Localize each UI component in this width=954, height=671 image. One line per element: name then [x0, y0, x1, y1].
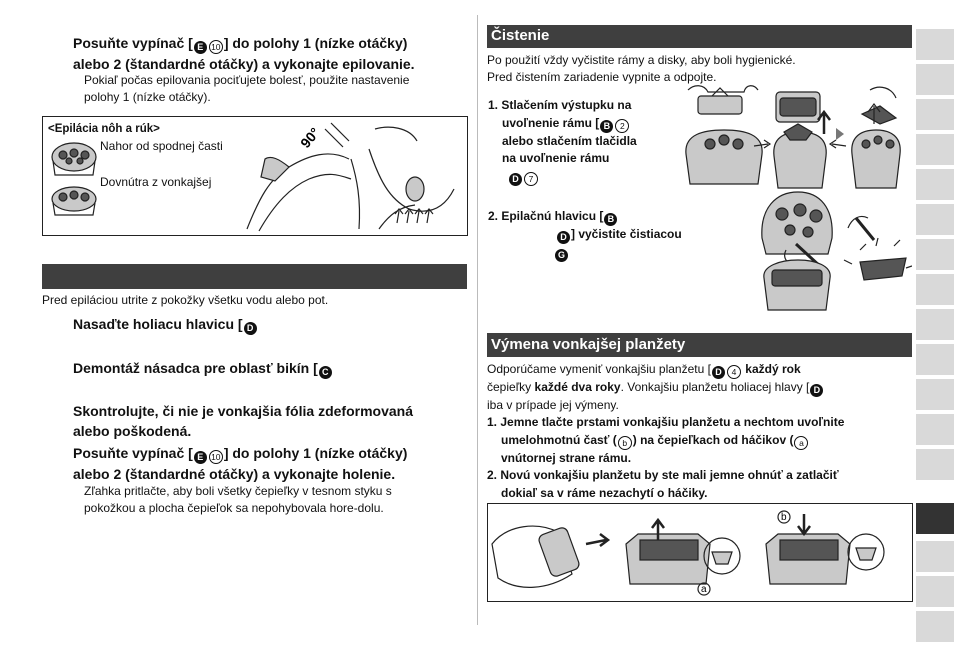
label-upward: Nahor od spodnej časti [100, 139, 223, 153]
replace-foil-heading: Výmena vonkajšej planžety [487, 333, 912, 357]
step-text: vnútornej strane rámu. [501, 450, 632, 465]
cleaning-intro [487, 52, 907, 86]
ref-badge-b: B [604, 213, 617, 226]
step-text: alebo stlačením tlačidla [502, 133, 637, 148]
step-text: Skontrolujte, či nie je vonkajšia fólia zdeformovaná [73, 403, 413, 419]
cleaning-step-1 [488, 97, 637, 186]
cleaning-heading: Čistenie [487, 25, 912, 48]
section-tab[interactable] [916, 169, 954, 200]
foil-replace-illustration-box [487, 503, 913, 602]
section-tab[interactable] [916, 611, 954, 642]
ref-badge-d: D [509, 173, 522, 186]
section-tab[interactable] [916, 379, 954, 410]
intro-line: Pred čistením zariadenie vypnite a odpojte. [487, 70, 717, 84]
ref-number: 7 [524, 172, 538, 186]
ref-number: 4 [727, 365, 741, 379]
step-text: ] do polohy 1 (nízke otáčky) [223, 445, 408, 461]
column-divider [477, 15, 478, 625]
note-line: Pokiaľ počas epilovania pociťujete bolesť, použite nastavenie [84, 73, 410, 87]
step-switch-shave [73, 443, 463, 484]
step-text: na uvoľnenie rámu [502, 151, 610, 165]
step-text: alebo 2 (štandardné otáčky) a vykonajte holenie. [73, 466, 396, 482]
intro-text: čepieľky [487, 380, 535, 394]
intro-text: Odporúčame vymeniť vonkajšiu planžetu [ [487, 362, 711, 376]
section-tab[interactable] [916, 576, 954, 607]
section-header-bar [42, 264, 467, 289]
step-text: ] vyčistite čistiacou [571, 227, 682, 241]
ref-badge-d: D [557, 231, 570, 244]
ref-badge-d: D [244, 322, 257, 335]
leg-arm-illustration [239, 119, 465, 233]
ref-badge-c: C [319, 366, 332, 379]
note-line: Zľahka pritlačte, aby boli všetky čepieľky v tesnom styku s [84, 484, 392, 498]
emphasis-text: každý rok [745, 362, 801, 376]
brush-cleaning-illustration [756, 188, 912, 316]
callout-b-label: b [781, 512, 787, 523]
intro-text: iba v prípade jej výmeny. [487, 398, 619, 412]
section-tab[interactable] [916, 204, 954, 235]
section-tab-active[interactable] [916, 503, 954, 534]
frame-release-illustration [684, 84, 914, 194]
replace-foil-intro [487, 361, 912, 414]
ref-badge-d: D [810, 384, 823, 397]
ref-number: 10 [209, 40, 223, 54]
intro-line: Po použití vždy vyčistite rámy a disky, aby boli hygienické. [487, 53, 796, 67]
step-text: Demontáž násadca pre oblasť bikín [ [73, 360, 318, 376]
step-text: alebo 2 (štandardné otáčky) a vykonajte epilovanie. [73, 56, 415, 72]
step-switch-epilate [73, 33, 463, 74]
ref-badge-g: G [555, 249, 568, 262]
angle-label: 90° [297, 124, 323, 151]
step-text: 2. Novú vonkajšiu planžetu by ste mali jemne ohnúť a zatlačiť [487, 468, 839, 482]
note-line: polohy 1 (nízke otáčky). [84, 90, 211, 104]
callout-a-label: a [701, 584, 707, 595]
note-line: pokožkou a plocha čepieľok sa nepohybovala hore-dolu. [84, 501, 384, 515]
step-text: 1. Stlačením výstupku na [488, 98, 632, 112]
section-tab[interactable] [916, 134, 954, 165]
section-tab[interactable] [916, 64, 954, 95]
ref-badge-e: E [194, 451, 207, 464]
section-tab[interactable] [916, 239, 954, 270]
section-tab[interactable] [916, 309, 954, 340]
section-tab[interactable] [916, 344, 954, 375]
emphasis-text: každé dva roky [534, 380, 621, 394]
section-tab[interactable] [916, 29, 954, 60]
legs-box-title: <Epilácia nôh a rúk> [48, 123, 160, 135]
section-tab[interactable] [916, 414, 954, 445]
ref-number: 2 [615, 119, 629, 133]
section-tab[interactable] [916, 274, 954, 305]
cleaning-step-2 [488, 208, 682, 262]
ref-badge-b: B [600, 120, 613, 133]
legs-arms-box [42, 116, 468, 236]
step-text: ] do polohy 1 (nízke otáčky) [223, 35, 408, 51]
foil-replace-illustration [488, 504, 912, 601]
step-text: 2. Epilačnú hlavicu [ [488, 209, 604, 223]
step-text: Posuňte vypínač [ [73, 445, 193, 461]
step-text: 1. Jemne tlačte prstami vonkajšiu planžetu a nechtom uvoľnite [487, 415, 845, 429]
step-note [84, 72, 474, 106]
step-text: ) na čepieľkach od háčikov ( [632, 432, 794, 447]
callout-a: a [794, 436, 808, 450]
step-text: Posuňte vypínač [ [73, 35, 193, 51]
ref-number: 10 [209, 450, 223, 464]
label-inward: Dovnútra z vonkajšej [100, 175, 212, 189]
section-tab[interactable] [916, 449, 954, 480]
ref-badge-d: D [712, 366, 725, 379]
step-text: umelohmotnú časť ( [501, 432, 617, 447]
step-attach-head [73, 314, 258, 335]
step-text: alebo poškodená. [73, 423, 192, 439]
epilator-head-icon [49, 185, 99, 225]
step-text: dokiaľ sa v ráme nezachytí o háčiky. [501, 485, 708, 500]
step-text: uvoľnenie rámu [ [502, 115, 600, 130]
step-note [84, 483, 464, 517]
callout-b: b [618, 436, 632, 450]
step-text: Nasaďte holiacu hlavicu [ [73, 316, 243, 332]
ref-badge-e: E [194, 41, 207, 54]
section-tab[interactable] [916, 541, 954, 572]
replace-steps [487, 414, 912, 502]
epilator-head-icon [49, 139, 99, 187]
section-tab[interactable] [916, 99, 954, 130]
intro-text: . Vonkajšiu planžetu holiacej hlavy [ [620, 380, 810, 394]
step-check-foil [73, 401, 463, 441]
step-remove-bikini [73, 358, 333, 379]
intro-text: Pred epiláciou utrite z pokožky všetku vodu alebo pot. [42, 293, 329, 307]
